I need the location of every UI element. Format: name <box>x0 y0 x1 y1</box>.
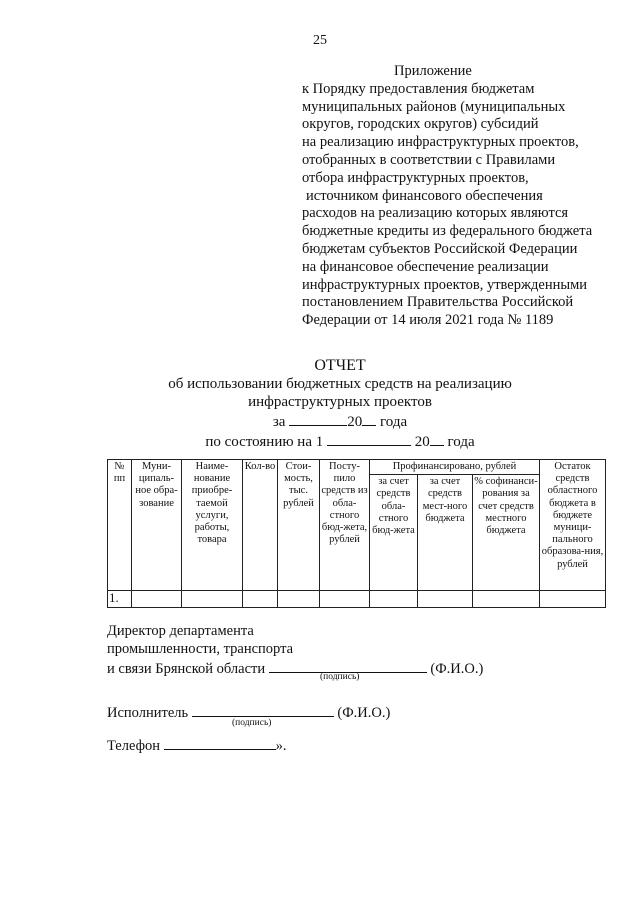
header-financed-local: за счет средств мест-ного бюджета <box>418 475 473 591</box>
appendix-line: Федерации от 14 июля 2021 года № 1189 <box>302 312 554 329</box>
period-suffix: года <box>379 414 408 430</box>
header-qty: Кол-во <box>243 460 278 591</box>
director-signature-field[interactable] <box>269 658 427 673</box>
appendix-line: отобранных в соответствии с Правилами <box>302 151 556 168</box>
appendix-title: Приложение <box>394 63 472 79</box>
appendix-line: к Порядку предоставления бюджетам <box>302 80 535 97</box>
director-signature-block <box>107 622 483 678</box>
header-balance: Остаток средств областного бюджета в бюджете муници-пального образова-ния, рублей <box>540 460 606 591</box>
table-header-row <box>108 460 606 475</box>
appendix-line: бюджетные кредиты из федерального бюджета <box>302 223 593 240</box>
phone-label: Телефон <box>107 738 160 754</box>
executor-signature-field[interactable] <box>192 702 334 717</box>
appendix-line: отбора инфраструктурных проектов, <box>302 169 529 186</box>
appendix-line: на реализацию инфраструктурных проектов, <box>302 134 579 151</box>
cell-financed-regional[interactable] <box>370 591 418 608</box>
report-state-date <box>0 431 640 451</box>
director-line: Директор департамента <box>107 623 254 639</box>
director-fio: (Ф.И.О.) <box>430 661 484 677</box>
period-year-blank[interactable] <box>362 411 376 426</box>
header-financed-group: Профинансировано, рублей <box>370 460 540 475</box>
cell-balance[interactable] <box>540 591 606 608</box>
executor-fio: (Ф.И.О.) <box>337 705 391 721</box>
appendix-line: округов, городских округов) субсидий <box>302 116 539 133</box>
row-num: 1. <box>108 591 132 608</box>
state-year-blank[interactable] <box>430 431 444 446</box>
cell-cost[interactable] <box>278 591 320 608</box>
appendix-line: источником финансового обеспечения <box>306 187 543 204</box>
report-table <box>107 459 606 608</box>
header-cofinancing: % софинанси-рования за счет средств местного бюджета <box>473 475 540 591</box>
state-year: 20 <box>414 434 430 450</box>
phone-end: ». <box>275 738 287 754</box>
phone-field[interactable] <box>164 735 276 750</box>
cell-cofinancing[interactable] <box>473 591 540 608</box>
cell-municipality[interactable] <box>132 591 182 608</box>
table-row <box>108 591 606 608</box>
header-received: Посту-пило средств из обла-стного бюд-жета, рублей <box>320 460 370 591</box>
report-heading <box>0 357 640 451</box>
director-line: промышленности, транспорта <box>107 641 294 657</box>
cell-received[interactable] <box>320 591 370 608</box>
executor-label: Исполнитель <box>107 705 189 721</box>
report-period <box>0 411 640 431</box>
period-year: 20 <box>347 414 363 430</box>
director-signature-hint: (подпись) <box>320 672 360 682</box>
appendix-line: расходов на реализацию которых являются <box>302 205 569 222</box>
cell-financed-local[interactable] <box>418 591 473 608</box>
appendix-line: постановлением Правительства Российской <box>302 294 574 311</box>
header-municipality: Муни-ципаль-ное обра-зование <box>132 460 182 591</box>
state-prefix: по состоянию на 1 <box>205 434 324 450</box>
director-region: и связи Брянской области <box>107 661 266 677</box>
appendix-line: муниципальных районов (муниципальных <box>302 98 566 115</box>
report-title: ОТЧЕТ <box>314 357 366 374</box>
header-num: № пп <box>108 460 132 591</box>
appendix-block <box>302 63 592 330</box>
period-prefix: за <box>272 414 286 430</box>
state-suffix: года <box>447 434 475 450</box>
period-blank[interactable] <box>289 411 347 426</box>
report-subtitle: об использовании бюджетных средств на реализацию <box>168 376 512 392</box>
appendix-line: инфраструктурных проектов, утвержденными <box>302 276 588 293</box>
appendix-line: бюджетам субъектов Российской Федерации <box>302 240 578 257</box>
page-number: 25 <box>313 33 327 48</box>
executor-signature-hint: (подпись) <box>232 718 272 728</box>
header-name: Наиме-нование приобре-таемой услуги, работы, товара <box>182 460 243 591</box>
state-date-blank[interactable] <box>327 431 411 446</box>
cell-name[interactable] <box>182 591 243 608</box>
report-subtitle: инфраструктурных проектов <box>248 394 432 410</box>
director-line <box>107 658 483 678</box>
cell-qty[interactable] <box>243 591 278 608</box>
phone-block <box>107 735 287 755</box>
appendix-line: на финансовое обеспечение реализации <box>302 258 549 275</box>
header-cost: Стои-мость, тыс. рублей <box>278 460 320 591</box>
header-financed-regional: за счет средств обла-стного бюд-жета <box>370 475 418 591</box>
